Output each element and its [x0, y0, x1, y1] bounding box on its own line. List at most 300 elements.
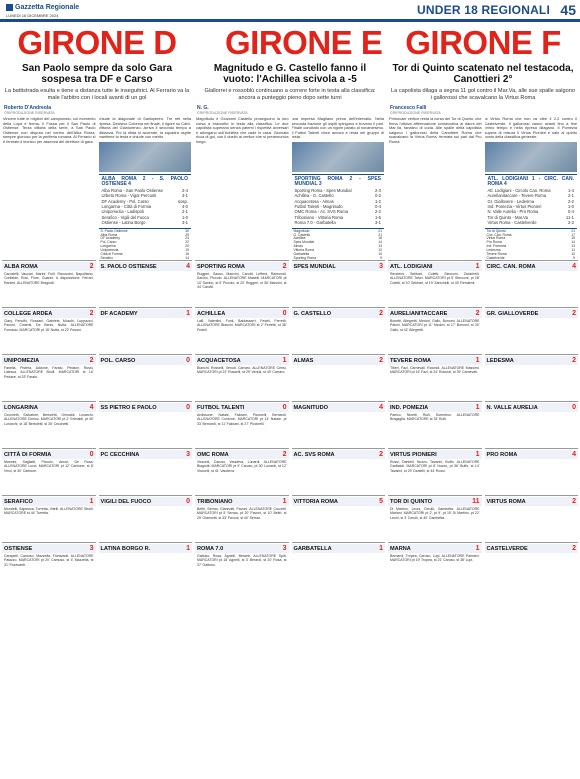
team-points: 9 — [573, 255, 575, 260]
match-header — [99, 356, 193, 365]
match-report: Carosielli, Vaccari, Marini, Fulli, Ranuccini, Napolitano, Confalde, Rosi, Fiore, Guarini. A disposizione: Ferrari, Ranieri. ALLENATORE Bragiotti. — [4, 272, 94, 285]
team-points: 24 — [185, 236, 189, 241]
team-name: SPES MUNDIAL — [293, 263, 336, 270]
team-score: 2 — [572, 545, 576, 552]
team-score: 0 — [186, 498, 190, 505]
team-points: 25 — [185, 232, 189, 237]
group-title: GIRONE E — [225, 25, 383, 61]
result-teams: Aurelianitaccare - Tevere Roma — [487, 193, 547, 199]
team-name: Sporting Roma — [293, 255, 317, 260]
match-header — [292, 497, 386, 506]
result-row — [488, 220, 575, 225]
match-header — [195, 497, 289, 506]
result-score: 3-1 — [374, 220, 381, 226]
match-header — [292, 544, 386, 553]
team-score: 3 — [186, 451, 190, 458]
team-score: 3 — [379, 263, 383, 270]
article-body — [2, 117, 192, 260]
team-score: 1 — [89, 498, 94, 505]
match-card — [195, 260, 289, 307]
team-name: VIRTUS PIONIERI — [390, 451, 437, 458]
team-name: N. VALLE AURELIA — [486, 404, 538, 411]
article-text: Magnitudo e Giovanni Castello proseguono la loro corsa a braccetto in testa alla classifica. Le due capolista superano senza patemi i rispettivi avversari e allungano sull'Achillea che cade in casa. Giornata ricca di gol, con il duello al vertice che si preannuncia lungo. — [196, 117, 289, 144]
team-name: CIRC. CAN. ROMA — [486, 263, 536, 270]
team-name: AURELIANITACCARE — [390, 310, 448, 317]
results-box — [292, 174, 385, 228]
team-points: 12 — [378, 248, 382, 253]
team-name: TRIBONIANO — [197, 498, 233, 505]
result-teams: Sporting Roma - Spes Mundial — [294, 187, 352, 193]
match-card — [292, 260, 386, 307]
team-name: MARNA — [390, 545, 411, 552]
result-score: 1-2 — [374, 198, 381, 204]
match-header — [2, 544, 96, 553]
team-name: PC CECCHINA — [100, 451, 140, 458]
team-points: 21 — [571, 228, 575, 233]
team-name: Ind. Pomezia — [486, 244, 507, 249]
team-points: 14 — [571, 240, 575, 245]
team-name: Garbatella — [293, 252, 310, 257]
result-score: sosp. — [177, 198, 188, 204]
team-points: 16 — [185, 252, 189, 257]
article-column — [485, 117, 578, 260]
match-card — [485, 307, 579, 354]
match-header — [292, 262, 386, 271]
match-header — [388, 497, 482, 506]
match-header — [2, 450, 96, 459]
team-score: 2 — [379, 357, 383, 364]
team-score: 0 — [89, 451, 94, 458]
team-score: 1 — [282, 498, 287, 505]
result-score: 1-0 — [181, 214, 188, 220]
match-report: Gattuso, Rosa, Agnelli, Berardi. ALLENATORE Spiti. MARCATORI pt 18' Agnelli, st 3' Berardi, st 20' Rosa, st 37' Gattuso. — [197, 554, 287, 567]
result-score: 2-2 — [567, 198, 574, 204]
result-teams: Triboniano - Vittoria Roma — [294, 214, 344, 220]
match-header — [2, 497, 96, 506]
team-score: 2 — [475, 310, 480, 317]
match-header — [99, 497, 193, 506]
team-name: S. Paolo Ostiense — [100, 228, 128, 233]
team-name: LONGARINA — [4, 404, 38, 411]
team-score: 0 — [282, 310, 287, 317]
group-column-2 — [195, 25, 385, 775]
match-header — [2, 356, 96, 365]
result-teams: Unipomezia - Ladispoli — [101, 209, 144, 215]
team-name: SPORTING ROMA — [197, 263, 245, 270]
team-name: CASTELVERDE — [486, 545, 528, 552]
team-name: Ledesma — [486, 248, 501, 253]
match-header — [388, 403, 482, 412]
team-score: 4 — [572, 451, 576, 458]
match-report: Bianchi, Rosselli, Venuti, Carraro. ALLENATORE Cerisi. MARCATORI pt 22' Rosselli, st 29' Venuti, st 40' Carraro. — [197, 366, 287, 375]
team-points: 11 — [571, 248, 575, 253]
team-name: CITTÀ DI FORMIA — [4, 451, 52, 458]
match-header — [2, 403, 96, 412]
team-name: OMC ROMA — [197, 451, 229, 458]
team-name: TOR DI QUINTO — [390, 498, 433, 505]
article-text: Vincere tutte le migliori del campionato, col momento della Lupa è ferma. Il Fossa per il San Paolo di Ostiense. Terza vittoria della serie, a San Paolo Ostiense non disputa nel centro dell'Alba Roma, sempre glorioso per la periferia romana. Al Ferrario si è fermato il tecnico per assenza del direttore di gara. — [3, 117, 96, 144]
team-name: POL. CARSO — [100, 357, 136, 364]
team-points: 20 — [185, 244, 189, 249]
team-name: UNIPOMEZIA — [4, 357, 40, 364]
article-body — [388, 117, 578, 260]
team-score: 1 — [475, 357, 480, 364]
match-report: Fanella, Pistera, Addone, Farato, Pedace, Rossi, Lalesca. ALLENATORE Brolli. MARCATORI st 16' Pedace, st 33' Farato. — [4, 366, 94, 379]
match-report: Bernardi, Tropea, Caruso, Lupi. ALLENATORE Palmieri. MARCATORI pt 19' Tropea, st 21' Caruso, st 38' Lupi. — [390, 554, 480, 563]
result-row — [295, 220, 382, 225]
results-title: SPORTING ROMA 2 - SPES MUNDIAL 3 — [294, 175, 381, 188]
match-card — [2, 495, 96, 542]
dateline: LUNEDÌ 16 DICEMBRE 2024 — [6, 13, 59, 18]
match-card — [485, 448, 579, 495]
match-header — [99, 544, 193, 553]
team-score: 2 — [89, 263, 94, 270]
team-name: SS PIETRO E PAOLO — [100, 404, 157, 411]
team-name: Serafico — [100, 255, 113, 260]
team-score: 0 — [282, 404, 287, 411]
result-score: 0-4 — [567, 209, 574, 215]
team-name: ROMA 7.0 — [197, 545, 224, 552]
match-header — [99, 403, 193, 412]
byline: Roberto D'Andreola — [4, 105, 52, 111]
group-column-3 — [388, 25, 578, 775]
team-points: 15 — [571, 236, 575, 241]
match-report: Ruggeri, Sasso, Mancini, Carotti, Leffred, Raimondi, Savino, Piccolo. ALLENATORE Maselli. MARCATORI pt 10' Savino, st 5' Piccolo, st 20' Ruggeri, st 36' Mancini, st 44' Carotti. — [197, 272, 287, 289]
result-teams: Gr. Giallovere - Ledesma — [487, 198, 535, 204]
team-name: DF ACADEMY — [100, 310, 138, 317]
results-box — [485, 174, 578, 228]
match-report: Bonetti, Allegretti, Medori, Gallo, Bonomi. ALLENATORE Paloni. MARCATORI pt 11' Medori, st 17' Bonomi, st 30' Gallo, st 42' Allegretti. — [390, 319, 480, 332]
team-score: 1 — [379, 545, 383, 552]
match-header — [388, 356, 482, 365]
team-score: 2 — [89, 310, 94, 317]
team-name: Tevere Roma — [486, 252, 507, 257]
match-report: Di Martino, Leoni, Cerulli, Gambetta. ALLENATORE Mariani. MARCATORI pt 2', pt 9', pt 15' Di Martino, pt 22' Leoni, st 3' Cerulli, st 40' Gambetta. — [390, 507, 480, 520]
match-card — [292, 354, 386, 401]
match-header — [292, 309, 386, 318]
match-card — [292, 495, 386, 542]
match-card — [485, 354, 579, 401]
match-header — [292, 450, 386, 459]
match-header — [485, 403, 579, 412]
match-card — [388, 307, 482, 354]
match-report: Mannini, Sagliatti, Piccolo, Amori, De Rosa. ALLENATORE Lucci. MARCATORI pt 12' Carbone, st 8' Vinci, st 30' Carbone. — [4, 460, 94, 473]
article-text: la Virtus Roma che non va oltre il 2-2 contro il Castelverde. Il gallorossi vanno avanti fino a fine primo tempo e nella ripresa dilagano. Il Pomezia supera di misura il Virtus Pionieri e sale al quinto posto della classifica generale. — [484, 117, 577, 140]
team-name: MAGNITUDO — [293, 404, 328, 411]
result-score: 0-4 — [374, 204, 381, 209]
team-name: VIGILI DEL FUOCO — [100, 498, 152, 505]
headline: San Paolo sempre da solo Gara sospesa tra DF e Carso — [21, 63, 173, 85]
match-card — [99, 542, 193, 589]
article-column — [292, 117, 385, 260]
result-teams: Acquacetosa - Almas — [294, 198, 334, 204]
match-card — [99, 401, 193, 448]
match-card — [292, 448, 386, 495]
team-name: PRO ROMA — [486, 451, 518, 458]
result-row — [102, 220, 189, 225]
team-name: FUTBOL TALENTI — [197, 404, 245, 411]
result-teams: Serafico - Vigili del Fuoco — [101, 214, 149, 220]
headline: Tor di Quinto scatenato nel testacoda, Canottieri 2° — [392, 63, 574, 85]
team-name: Castelverde — [486, 255, 505, 260]
result-score: 1-4 — [567, 187, 574, 193]
article-column — [3, 117, 96, 260]
team-score: 3 — [89, 545, 94, 552]
match-card — [195, 495, 289, 542]
match-card — [99, 495, 193, 542]
match-card — [388, 260, 482, 307]
team-name: Alba Roma — [100, 232, 118, 237]
team-score: 1 — [475, 263, 480, 270]
byline: N. G. — [197, 105, 209, 111]
team-score: 2 — [572, 310, 576, 317]
result-teams: N. Valle Aurelia - Pro Roma — [487, 209, 539, 215]
group-title: GIRONE D — [17, 25, 177, 61]
subheadline: La capolista dilaga a segna 11 gol contro il Mar.Va, alle sue spalle salgono i gallorossi che scavalcano la Virtus Roma — [391, 88, 575, 101]
team-score: 1 — [186, 545, 190, 552]
match-card — [2, 307, 96, 354]
match-report: Ardissone, Natale, Falciani, Piccinelli, Bernardi. ALLENATORE Cordone. MARCATORI pt 14' Natale, pt 33' Bernardi, st 11' Falciani, st 27' Piccinelli. — [197, 413, 287, 426]
standings-box — [99, 228, 192, 260]
section-title: UNDER 18 REGIONALI — [417, 3, 550, 17]
team-score: 2 — [379, 310, 383, 317]
team-name: ALBA ROMA — [4, 263, 38, 270]
team-name: Longarina — [100, 244, 116, 249]
team-name: Unipomezia — [100, 248, 119, 253]
match-header — [99, 309, 193, 318]
result-score: 2-2 — [374, 209, 381, 215]
team-score: 4 — [89, 404, 94, 411]
match-header — [485, 544, 579, 553]
match-card — [2, 448, 96, 495]
logo-square-icon — [6, 4, 13, 11]
results-title: ALBA ROMA 2 - S. PAOLO OSTIENSE 4 — [101, 175, 188, 188]
result-score: 4-0 — [181, 204, 188, 209]
team-name: AC. SVS ROMA — [293, 451, 335, 458]
match-header — [195, 356, 289, 365]
match-grid — [2, 260, 192, 589]
results-title: ATL. LODIGIANI 1 - CIRC. CAN. ROMA 4 — [487, 175, 574, 188]
result-score: 0-2 — [374, 193, 381, 199]
result-teams: Atl. Lodigiani - Circolo Can. Roma — [487, 187, 551, 193]
match-header — [388, 450, 482, 459]
standings-box — [485, 228, 578, 260]
result-score: 2-1 — [567, 193, 574, 199]
team-points: 10 — [571, 252, 575, 257]
byline: Francesco Falli — [390, 105, 427, 111]
match-card — [292, 542, 386, 589]
team-name: ACHILLEA — [197, 310, 226, 317]
team-points: 17 — [571, 232, 575, 237]
match-card — [195, 354, 289, 401]
match-report: Carapelli, Camuso, Mazzella, Fioravanti. ALLENATORE Palazzo. MARCATORI pt 20' Camuso, st 4' Mazzella, st 31' Fioravanti. — [4, 554, 94, 567]
team-name: VITTORIA ROMA — [293, 498, 338, 505]
team-points: 22 — [185, 240, 189, 245]
team-name: Virtus Roma — [486, 236, 506, 241]
team-name: GARBATELLA — [293, 545, 332, 552]
match-card — [2, 401, 96, 448]
match-header — [195, 403, 289, 412]
team-name: OSTIENSE — [4, 545, 33, 552]
team-name: S. PAOLO OSTIENSE — [100, 263, 157, 270]
match-card — [485, 495, 579, 542]
team-points: 16 — [378, 236, 382, 241]
match-header — [195, 309, 289, 318]
team-name: Spes Mundial — [293, 240, 315, 245]
match-header — [485, 309, 579, 318]
result-score: 1-5 — [374, 214, 381, 220]
team-name: LATINA BORGO R. — [100, 545, 151, 552]
result-score: 2-2 — [567, 220, 574, 226]
team-name: G. CASTELLO — [293, 310, 332, 317]
team-points: 13 — [378, 244, 382, 249]
match-report: Mondelli, Sapienza, Torretta, Vitelli. ALLENATORE Sbolli. MARCATORE st 44' Torretta. — [4, 507, 94, 516]
match-photo — [99, 142, 192, 172]
match-card — [485, 542, 579, 589]
group-column-1 — [2, 25, 192, 775]
match-card — [388, 354, 482, 401]
match-report: Panico, Ninetti, Rulli, Sorentino. ALLENATORE Bragaglia. MARCATORE st 33' Rulli. — [390, 413, 480, 422]
team-name: Almas — [293, 244, 303, 249]
subheadline: Giallorrei e rossoblù continuano a correre forte in testa alla classifica: ancora a punteggio pieno dopo sette turni — [204, 88, 376, 101]
headline: Magnitudo e G. Castello fanno il vuoto: l'Achillea scivola a -5 — [213, 63, 367, 85]
team-name: VIRTUS ROMA — [486, 498, 526, 505]
result-teams: Ostiense - Latina Borgo — [101, 220, 146, 226]
team-score: 0 — [186, 404, 190, 411]
standings-table — [487, 230, 576, 260]
match-header — [292, 403, 386, 412]
match-header — [99, 450, 193, 459]
match-report: Cecchetti, Salvatore, Bertoletti, Grimaldi, Lunarchi. ALLENATORE Cimino. MARCATORI pt 2' Grimaldi, pt 40' Lunarchi, st 18' Bertoletti, st 35' Cecchetti. — [4, 413, 94, 426]
match-card — [99, 260, 193, 307]
match-photo — [485, 142, 578, 172]
result-teams: Longarina - Città di Formia — [101, 204, 152, 209]
result-teams: OMC Roma - Ac. SVS Roma — [294, 209, 349, 215]
result-teams: Tor di Quinto - Mar.Va — [487, 214, 528, 220]
copyright-note: ©RIPRODUZIONE RISERVATA — [197, 111, 248, 115]
subheadline: La battistrada esulta e tiene a distanza tutte le inseguitrici. Al Ferrario va la male l'arbitro con i locali avanti di un gol — [4, 88, 190, 101]
match-grid — [195, 260, 385, 589]
result-teams: Virtus Roma - Castelverde — [487, 220, 537, 226]
match-header — [195, 450, 289, 459]
team-score: 1 — [475, 545, 480, 552]
match-report: Beltri, Serrao, Giannotti, Pavoni. ALLENATORE Crucetti. MARCATORI pt 5' Serrao, pt 20' Pavoni, st 10' Beltri, st 25' Giannotti, st 33' Pavoni, st 40' Serrao. — [197, 507, 287, 520]
match-report: Tiberi, Fazi, Carnevali, Rotondi. ALLENATORE Massimi. MARCATORI pt 16' Fazi, st 24' Rotondi, st 39' Carnevali. — [390, 366, 480, 375]
team-score: 2 — [282, 451, 287, 458]
team-points: 19 — [185, 248, 189, 253]
match-card — [2, 542, 96, 589]
masthead — [0, 0, 580, 22]
team-score: 2 — [282, 263, 287, 270]
result-score: 2-4 — [181, 187, 188, 193]
match-card — [388, 495, 482, 542]
team-points: 30 — [185, 228, 189, 233]
match-header — [388, 262, 482, 271]
match-card — [485, 401, 579, 448]
team-name: Pro Roma — [486, 240, 502, 245]
match-header — [388, 309, 482, 318]
match-header — [292, 356, 386, 365]
result-score: 2-3 — [374, 187, 381, 193]
match-header — [485, 497, 579, 506]
team-name: LEDESMA — [486, 357, 514, 364]
match-report: Clary, Fenuffo, Rossani, Gabriele, Moschi, Luppazzo, Pavoni, Cimenti, De Benis, Nutta. ALLENATORE Fornasio. MARCATORI pt 15' Nutta, st 22' Pavoni. — [4, 319, 94, 332]
team-name: TEVERE ROMA — [390, 357, 432, 364]
article-column — [389, 117, 482, 260]
result-score: 3-1 — [181, 193, 188, 199]
team-score: 1 — [186, 310, 190, 317]
team-score: 4 — [186, 263, 190, 270]
group-title: GIRONE F — [405, 25, 561, 61]
team-points: 21 — [378, 232, 382, 237]
team-score: 2 — [89, 357, 94, 364]
article-text: una impresa Magliano prima dell'intervallo. Nella seconda frazione gli ospiti spingono e trovano il pari. Finale concitato con un rigore parato al novantesimo. Il Futbol Talenti vince ancora e resta nel gruppo di testa. — [291, 117, 384, 140]
match-header — [195, 544, 289, 553]
match-report: Lalli, Valentini, Fonti, Baldassarri, Fedeli, Ferretti. ALLENATORE Bianchi. MARCATORI st 2' Ferretti, st 38' Fedeli. — [197, 319, 287, 332]
result-teams: Urbeto Roma - Vigor Perconti — [101, 193, 157, 199]
match-card — [485, 260, 579, 307]
match-card — [388, 542, 482, 589]
match-card — [195, 307, 289, 354]
match-card — [2, 354, 96, 401]
match-report: Rendemi, Sebbari, Coletti, Stecconi, Zanichelli. ALLENATORE Tafuri. MARCATORI pt 5' Stecconi, pt 28' Coletti, st 10' Sebbari, st 19' Zanichelli, st 40' Rendemi. — [390, 272, 480, 285]
team-score: 3 — [282, 545, 287, 552]
team-points: 13 — [571, 244, 575, 249]
match-card — [292, 307, 386, 354]
copyright-note: ©RIPRODUZIONE RISERVATA — [390, 111, 441, 115]
article-text: chiude la diagonale di Santopietro. Tre reti nella ripresa. Decisivo Colonna nel finale, il rigore su Calvi. Vittoria del Gianlorenzo. Arriva il secondo tempo a distanza. Poi la sfida si accende, la squadra ospite mantiene la testa e chiude con merito. — [98, 117, 191, 140]
team-points: 9 — [380, 255, 382, 260]
match-header — [195, 262, 289, 271]
team-name: IND. POMEZIA — [390, 404, 429, 411]
match-report: Rossi, Danielli, Nuzzo, Tavarini, Buffo. ALLENATORE Garibaldi. MARCATORI pt 8' Nuzzo, pt 36' Buffo, st 14' Tavarini, st 29' Danielli, st 44' Rossi. — [390, 460, 480, 473]
team-name: ATL. LODIGIANI — [390, 263, 433, 270]
team-name: SERAFICO — [4, 498, 33, 505]
team-name: G. Castello — [293, 232, 311, 237]
result-teams: DF Academy - Pol. Carso — [101, 198, 149, 204]
match-header — [2, 262, 96, 271]
standings-box — [292, 228, 385, 260]
article-column — [196, 117, 289, 260]
match-header — [485, 262, 579, 271]
team-score: 4 — [379, 404, 383, 411]
team-name: Circ. Can. Roma — [486, 232, 512, 237]
match-card — [195, 448, 289, 495]
team-points: 14 — [185, 255, 189, 260]
team-points: 10 — [378, 252, 382, 257]
result-score: 1-0 — [567, 204, 574, 209]
team-score: 1 — [282, 357, 287, 364]
team-score: 5 — [379, 498, 383, 505]
page-number: 45 — [560, 2, 576, 18]
result-score: 11-1 — [565, 214, 574, 220]
match-card — [99, 354, 193, 401]
result-score: 2-1 — [181, 209, 188, 215]
results-box — [99, 174, 192, 228]
article-column — [99, 117, 192, 260]
team-score: 4 — [572, 263, 576, 270]
match-card — [292, 401, 386, 448]
match-card — [99, 448, 193, 495]
match-header — [388, 544, 482, 553]
match-grid — [388, 260, 578, 589]
standings-table — [101, 230, 190, 260]
match-card — [195, 401, 289, 448]
team-name: Città di Formia — [100, 252, 123, 257]
result-teams: Ind. Pomezia - Virtus Pionieri — [487, 204, 542, 209]
result-teams: Roma 7.0 - Garbatella — [294, 220, 336, 226]
standings-table — [294, 230, 383, 260]
